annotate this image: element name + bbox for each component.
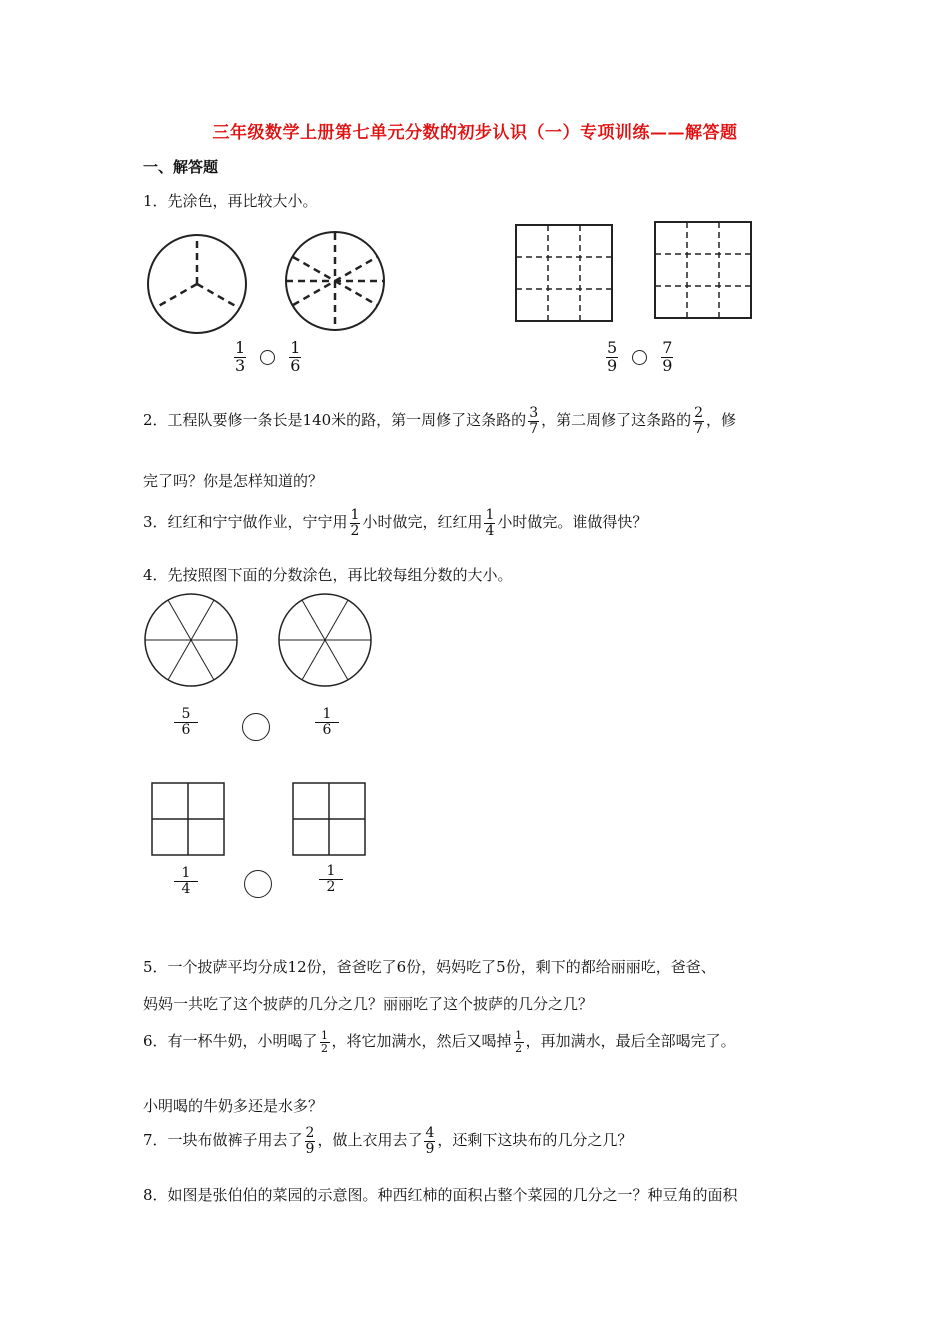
q1-left-comparison: [232, 340, 303, 375]
q1-grid-right: [654, 221, 752, 319]
question-6-line-1: 6．有一杯牛奶，小明喝了 $\frac{1}{2}$ ，将它加满水，然后又喝掉 $\frac{1}{2}$ ，再加满水，最后全部喝完了。: [143, 1029, 736, 1055]
q1-grid-left: [515, 224, 613, 322]
page-title: 三年级数学上册第七单元分数的初步认识（一）专项训练——解答题: [212, 123, 738, 143]
q1-circle-thirds: [146, 233, 248, 335]
q4-circle-fraction-left: $\frac{5}{6}$: [172, 707, 200, 737]
question-8-text: 8．如图是张伯伯的菜园的示意图。种西红柿的面积占整个菜园的几分之一？种豆角的面积: [143, 1186, 738, 1204]
fraction: $\frac{3}{7}$: [529, 405, 539, 437]
q4-circle-left: [143, 592, 239, 688]
q4-square-left: [151, 782, 225, 856]
fraction: $\frac{1}{4}$: [485, 507, 495, 539]
fraction: $\frac{1}{2}$: [350, 507, 360, 539]
q4-compare-circle-2[interactable]: [244, 870, 272, 898]
question-4-text: 4．先按照图下面的分数涂色，再比较每组分数的大小。: [143, 566, 513, 584]
fraction: $\frac{1}{3}$: [235, 338, 246, 375]
question-7-text: 7．一块布做裤子用去了 $\frac{2}{9}$ ，做上衣用去了 $\frac{4}{9}$ ，还剩下这块布的几分之几？: [143, 1125, 633, 1157]
q4-circle-fraction-right: $\frac{1}{6}$: [313, 707, 341, 737]
q4-square-right: [292, 782, 366, 856]
compare-circle[interactable]: [632, 350, 647, 365]
q1-right-comparison: [604, 340, 675, 375]
question-3-text: 3．红红和宁宁做作业，宁宁用 $\frac{1}{2}$ 小时做完，红红用 $\frac{1}{4}$ 小时做完。谁做得快？: [143, 507, 648, 539]
fraction: $\frac{1}{2}$: [515, 1029, 523, 1055]
fraction: $\frac{1}{2}$: [321, 1029, 329, 1055]
q4-square-fraction-right: $\frac{1}{2}$: [317, 864, 345, 894]
fraction: $\frac{1}{6}$: [290, 338, 301, 375]
question-5-line-1: 5．一个披萨平均分成12份，爸爸吃了6份，妈妈吃了5份，剩下的都给丽丽吃，爸爸、: [143, 958, 716, 976]
fraction: $\frac{7}{9}$: [662, 338, 673, 375]
fraction: $\frac{2}{9}$: [305, 1125, 315, 1157]
fraction: $\frac{4}{9}$: [425, 1125, 435, 1157]
question-5-line-2: 妈妈一共吃了这个披萨的几分之几？丽丽吃了这个披萨的几分之几？: [143, 995, 594, 1013]
q4-circle-right: [277, 592, 373, 688]
q1-circle-sixths: [284, 230, 386, 332]
question-2-line-1: 2．工程队要修一条长是140米的路，第一周修了这条路的 $\frac{3}{7}$ ，第二周修了这条路的 $\frac{2}{7}$ ，修: [143, 405, 737, 437]
section-heading: 一、解答题: [143, 158, 219, 176]
fraction: $\frac{5}{9}$: [607, 338, 618, 375]
q4-square-fraction-left: $\frac{1}{4}$: [172, 866, 200, 896]
fraction: $\frac{2}{7}$: [694, 405, 704, 437]
question-6-line-2: 小明喝的牛奶多还是水多？: [143, 1097, 324, 1115]
question-2-line-2: 完了吗？你是怎样知道的？: [143, 472, 324, 490]
q4-compare-circle-1[interactable]: [242, 713, 270, 741]
question-1-text: 1．先涂色，再比较大小。: [143, 192, 318, 210]
compare-circle[interactable]: [260, 350, 275, 365]
